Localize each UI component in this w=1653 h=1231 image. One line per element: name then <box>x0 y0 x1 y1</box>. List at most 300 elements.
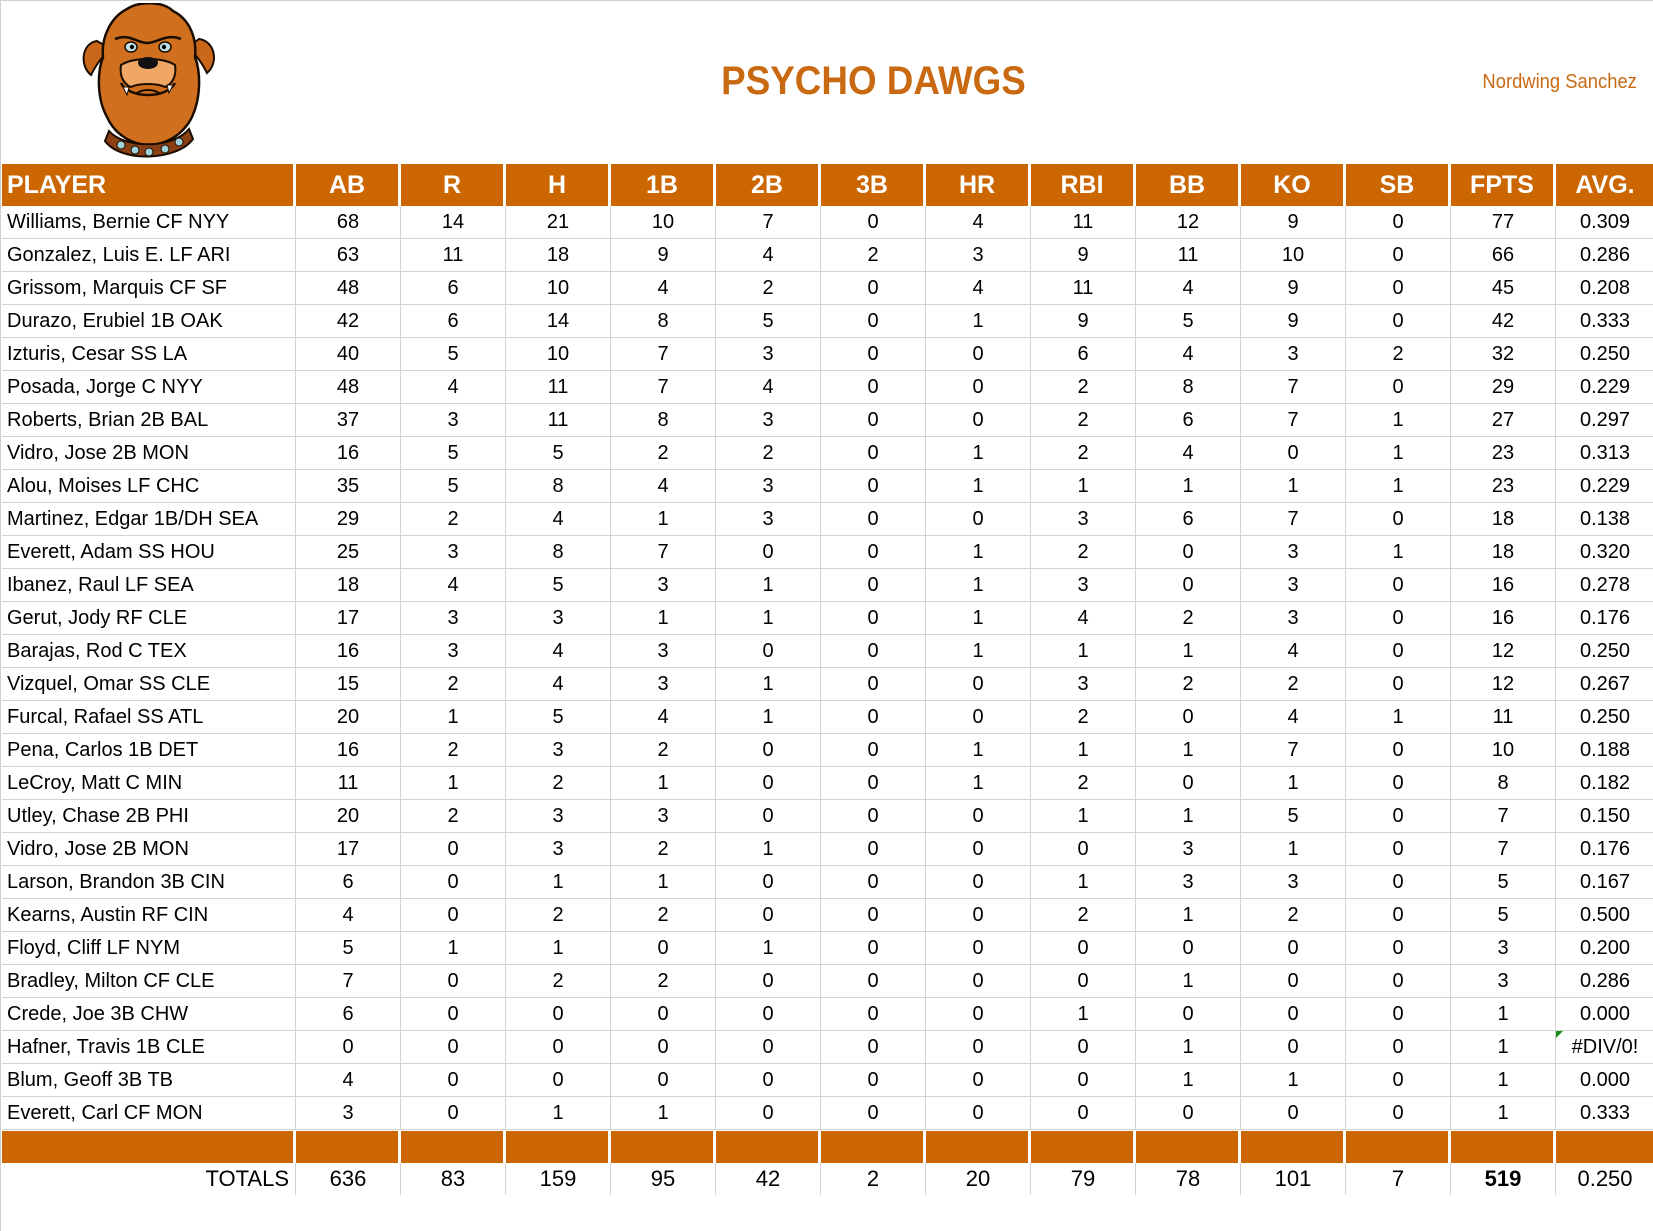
stat-cell-r[interactable]: 1 <box>401 767 506 800</box>
stat-cell-hr[interactable]: 1 <box>926 602 1031 635</box>
stat-cell-hr[interactable]: 0 <box>926 1031 1031 1064</box>
stat-cell-3b[interactable]: 0 <box>821 767 926 800</box>
stat-cell-hr[interactable]: 0 <box>926 899 1031 932</box>
stat-cell-h[interactable]: 3 <box>506 602 611 635</box>
avg-cell[interactable] <box>1556 602 1653 635</box>
player-name-cell[interactable]: Posada, Jorge C NYY <box>2 371 296 404</box>
stat-cell-r[interactable]: 3 <box>401 602 506 635</box>
column-header-ab[interactable]: AB <box>296 164 401 206</box>
column-header-bb[interactable]: BB <box>1136 164 1241 206</box>
stat-cell-r[interactable]: 1 <box>401 932 506 965</box>
stat-cell-sb[interactable]: 0 <box>1346 866 1451 899</box>
stat-cell-3b[interactable]: 0 <box>821 602 926 635</box>
stat-cell-rbi[interactable]: 1 <box>1031 635 1136 668</box>
player-name-cell[interactable]: Barajas, Rod C TEX <box>2 635 296 668</box>
stat-cell-rbi[interactable]: 2 <box>1031 767 1136 800</box>
stat-cell-r[interactable]: 5 <box>401 437 506 470</box>
stat-cell-3b[interactable]: 0 <box>821 635 926 668</box>
stat-cell-sb[interactable]: 0 <box>1346 503 1451 536</box>
stat-cell-sb[interactable]: 2 <box>1346 338 1451 371</box>
stat-cell-hr[interactable]: 1 <box>926 635 1031 668</box>
stat-cell-h[interactable]: 18 <box>506 239 611 272</box>
stat-cell-2b[interactable]: 0 <box>716 1097 821 1130</box>
stat-cell-ko[interactable]: 4 <box>1241 701 1346 734</box>
stat-cell-fpts[interactable]: 77 <box>1451 206 1556 239</box>
stat-cell-h[interactable]: 10 <box>506 272 611 305</box>
stat-cell-fpts[interactable]: 1 <box>1451 1064 1556 1097</box>
total-fpts[interactable]: 519 <box>1451 1163 1556 1195</box>
stat-cell-fpts[interactable]: 16 <box>1451 569 1556 602</box>
player-name-cell[interactable]: Vizquel, Omar SS CLE <box>2 668 296 701</box>
stat-cell-3b[interactable]: 0 <box>821 701 926 734</box>
stat-cell-rbi[interactable]: 2 <box>1031 404 1136 437</box>
stat-cell-1b[interactable]: 3 <box>611 800 716 833</box>
stat-cell-2b[interactable]: 0 <box>716 1031 821 1064</box>
stat-cell-hr[interactable]: 0 <box>926 503 1031 536</box>
stat-cell-3b[interactable]: 0 <box>821 899 926 932</box>
stat-cell-bb[interactable]: 3 <box>1136 833 1241 866</box>
stat-cell-2b[interactable]: 0 <box>716 965 821 998</box>
avg-cell[interactable] <box>1556 536 1653 569</box>
stat-cell-3b[interactable]: 0 <box>821 833 926 866</box>
stat-cell-sb[interactable]: 1 <box>1346 536 1451 569</box>
stat-cell-r[interactable]: 0 <box>401 899 506 932</box>
stat-cell-rbi[interactable]: 0 <box>1031 1031 1136 1064</box>
stat-cell-rbi[interactable]: 0 <box>1031 1097 1136 1130</box>
stat-cell-ab[interactable]: 0 <box>296 1031 401 1064</box>
stat-cell-ko[interactable]: 9 <box>1241 272 1346 305</box>
stat-cell-r[interactable]: 4 <box>401 569 506 602</box>
stat-cell-ab[interactable]: 29 <box>296 503 401 536</box>
stat-cell-ko[interactable]: 1 <box>1241 1064 1346 1097</box>
stat-cell-sb[interactable]: 0 <box>1346 206 1451 239</box>
total-ko[interactable]: 101 <box>1241 1163 1346 1195</box>
stat-cell-r[interactable]: 0 <box>401 1064 506 1097</box>
stat-cell-h[interactable]: 14 <box>506 305 611 338</box>
stat-cell-2b[interactable]: 0 <box>716 998 821 1031</box>
stat-cell-h[interactable]: 8 <box>506 536 611 569</box>
stat-cell-1b[interactable]: 7 <box>611 338 716 371</box>
stat-cell-3b[interactable]: 0 <box>821 338 926 371</box>
stat-cell-sb[interactable]: 0 <box>1346 1031 1451 1064</box>
stat-cell-ab[interactable]: 25 <box>296 536 401 569</box>
stat-cell-rbi[interactable]: 9 <box>1031 305 1136 338</box>
total-bb[interactable]: 78 <box>1136 1163 1241 1195</box>
stat-cell-sb[interactable]: 1 <box>1346 437 1451 470</box>
avg-cell[interactable] <box>1556 1097 1653 1130</box>
avg-cell[interactable] <box>1556 371 1653 404</box>
stat-cell-h[interactable]: 2 <box>506 965 611 998</box>
stat-cell-sb[interactable]: 1 <box>1346 404 1451 437</box>
stat-cell-h[interactable]: 3 <box>506 800 611 833</box>
stat-cell-r[interactable]: 3 <box>401 536 506 569</box>
avg-cell[interactable] <box>1556 569 1653 602</box>
stat-cell-ko[interactable]: 9 <box>1241 305 1346 338</box>
stat-cell-rbi[interactable]: 1 <box>1031 470 1136 503</box>
stat-cell-sb[interactable]: 0 <box>1346 833 1451 866</box>
stat-cell-bb[interactable]: 0 <box>1136 569 1241 602</box>
stat-cell-1b[interactable]: 0 <box>611 1031 716 1064</box>
column-header-avg[interactable]: AVG. <box>1556 164 1653 206</box>
stat-cell-bb[interactable]: 11 <box>1136 239 1241 272</box>
stat-cell-sb[interactable]: 0 <box>1346 602 1451 635</box>
stat-cell-ab[interactable]: 18 <box>296 569 401 602</box>
stat-cell-bb[interactable]: 6 <box>1136 404 1241 437</box>
stat-cell-2b[interactable]: 3 <box>716 338 821 371</box>
player-name-cell[interactable]: Izturis, Cesar SS LA <box>2 338 296 371</box>
column-header-r[interactable]: R <box>401 164 506 206</box>
stat-cell-fpts[interactable]: 12 <box>1451 668 1556 701</box>
stat-cell-ab[interactable]: 17 <box>296 602 401 635</box>
stat-cell-sb[interactable]: 0 <box>1346 305 1451 338</box>
stat-cell-fpts[interactable]: 5 <box>1451 899 1556 932</box>
stat-cell-h[interactable]: 21 <box>506 206 611 239</box>
stat-cell-h[interactable]: 1 <box>506 866 611 899</box>
stat-cell-2b[interactable]: 1 <box>716 602 821 635</box>
column-header-sb[interactable]: SB <box>1346 164 1451 206</box>
stat-cell-rbi[interactable]: 0 <box>1031 1064 1136 1097</box>
total-r[interactable]: 83 <box>401 1163 506 1195</box>
stat-cell-bb[interactable]: 1 <box>1136 635 1241 668</box>
stat-cell-rbi[interactable]: 2 <box>1031 701 1136 734</box>
stat-cell-sb[interactable]: 0 <box>1346 272 1451 305</box>
stat-cell-sb[interactable]: 0 <box>1346 668 1451 701</box>
player-name-cell[interactable]: Pena, Carlos 1B DET <box>2 734 296 767</box>
stat-cell-rbi[interactable]: 0 <box>1031 932 1136 965</box>
stat-cell-fpts[interactable]: 27 <box>1451 404 1556 437</box>
stat-cell-r[interactable]: 0 <box>401 1031 506 1064</box>
stat-cell-1b[interactable]: 3 <box>611 668 716 701</box>
stat-cell-sb[interactable]: 0 <box>1346 635 1451 668</box>
stat-cell-hr[interactable]: 0 <box>926 404 1031 437</box>
stat-cell-r[interactable]: 0 <box>401 1097 506 1130</box>
stat-cell-rbi[interactable]: 2 <box>1031 899 1136 932</box>
stat-cell-sb[interactable]: 0 <box>1346 1064 1451 1097</box>
stat-cell-ab[interactable]: 48 <box>296 371 401 404</box>
stat-cell-hr[interactable]: 1 <box>926 569 1031 602</box>
stat-cell-ab[interactable]: 40 <box>296 338 401 371</box>
stat-cell-3b[interactable]: 0 <box>821 470 926 503</box>
stat-cell-2b[interactable]: 0 <box>716 767 821 800</box>
player-name-cell[interactable]: Utley, Chase 2B PHI <box>2 800 296 833</box>
stat-cell-3b[interactable]: 0 <box>821 998 926 1031</box>
error-indicator-icon[interactable] <box>1556 1031 1563 1038</box>
stat-cell-hr[interactable]: 0 <box>926 965 1031 998</box>
stat-cell-3b[interactable]: 0 <box>821 1031 926 1064</box>
stat-cell-sb[interactable]: 0 <box>1346 734 1451 767</box>
stat-cell-fpts[interactable]: 29 <box>1451 371 1556 404</box>
stat-cell-sb[interactable]: 1 <box>1346 470 1451 503</box>
stat-cell-1b[interactable]: 10 <box>611 206 716 239</box>
stat-cell-ab[interactable]: 15 <box>296 668 401 701</box>
total-2b[interactable]: 42 <box>716 1163 821 1195</box>
stat-cell-ko[interactable]: 0 <box>1241 998 1346 1031</box>
stat-cell-rbi[interactable]: 3 <box>1031 668 1136 701</box>
total-ab[interactable]: 636 <box>296 1163 401 1195</box>
stat-cell-hr[interactable]: 0 <box>926 371 1031 404</box>
stat-cell-bb[interactable]: 0 <box>1136 536 1241 569</box>
stat-cell-ab[interactable]: 37 <box>296 404 401 437</box>
stat-cell-hr[interactable]: 0 <box>926 1064 1031 1097</box>
stat-cell-bb[interactable]: 1 <box>1136 470 1241 503</box>
stat-cell-h[interactable]: 4 <box>506 668 611 701</box>
stat-cell-sb[interactable]: 0 <box>1346 569 1451 602</box>
stat-cell-h[interactable]: 1 <box>506 932 611 965</box>
avg-cell[interactable] <box>1556 866 1653 899</box>
player-name-cell[interactable]: Martinez, Edgar 1B/DH SEA <box>2 503 296 536</box>
stat-cell-r[interactable]: 2 <box>401 800 506 833</box>
player-name-cell[interactable]: Hafner, Travis 1B CLE <box>2 1031 296 1064</box>
stat-cell-ab[interactable]: 16 <box>296 734 401 767</box>
stat-cell-ab[interactable]: 48 <box>296 272 401 305</box>
stat-cell-2b[interactable]: 3 <box>716 470 821 503</box>
stat-cell-2b[interactable]: 5 <box>716 305 821 338</box>
stat-cell-2b[interactable]: 4 <box>716 371 821 404</box>
stat-cell-ab[interactable]: 5 <box>296 932 401 965</box>
column-header-player[interactable]: PLAYER <box>2 164 296 206</box>
stat-cell-bb[interactable]: 0 <box>1136 701 1241 734</box>
stat-cell-fpts[interactable]: 16 <box>1451 602 1556 635</box>
stat-cell-r[interactable]: 0 <box>401 833 506 866</box>
stat-cell-bb[interactable]: 1 <box>1136 800 1241 833</box>
stat-cell-rbi[interactable]: 0 <box>1031 833 1136 866</box>
stat-cell-ko[interactable]: 7 <box>1241 734 1346 767</box>
stat-cell-sb[interactable]: 0 <box>1346 998 1451 1031</box>
stat-cell-hr[interactable]: 0 <box>926 668 1031 701</box>
avg-cell[interactable] <box>1556 206 1653 239</box>
stat-cell-1b[interactable]: 1 <box>611 1097 716 1130</box>
stat-cell-bb[interactable]: 0 <box>1136 932 1241 965</box>
stat-cell-r[interactable]: 0 <box>401 866 506 899</box>
stat-cell-1b[interactable]: 1 <box>611 866 716 899</box>
stat-cell-bb[interactable]: 1 <box>1136 734 1241 767</box>
stat-cell-ab[interactable]: 16 <box>296 437 401 470</box>
stat-cell-rbi[interactable]: 3 <box>1031 503 1136 536</box>
stat-cell-3b[interactable]: 0 <box>821 206 926 239</box>
stat-cell-2b[interactable]: 0 <box>716 635 821 668</box>
stat-cell-ko[interactable]: 4 <box>1241 635 1346 668</box>
player-name-cell[interactable]: Crede, Joe 3B CHW <box>2 998 296 1031</box>
stat-cell-ab[interactable]: 4 <box>296 1064 401 1097</box>
stat-cell-ko[interactable]: 0 <box>1241 1031 1346 1064</box>
stat-cell-rbi[interactable]: 6 <box>1031 338 1136 371</box>
stat-cell-sb[interactable]: 0 <box>1346 932 1451 965</box>
stat-cell-3b[interactable]: 0 <box>821 272 926 305</box>
stat-cell-r[interactable]: 6 <box>401 272 506 305</box>
stat-cell-3b[interactable]: 0 <box>821 536 926 569</box>
stat-cell-fpts[interactable]: 12 <box>1451 635 1556 668</box>
stat-cell-2b[interactable]: 3 <box>716 404 821 437</box>
stat-cell-1b[interactable]: 2 <box>611 965 716 998</box>
stat-cell-r[interactable]: 11 <box>401 239 506 272</box>
stat-cell-fpts[interactable]: 66 <box>1451 239 1556 272</box>
stat-cell-hr[interactable]: 0 <box>926 1097 1031 1130</box>
stat-cell-2b[interactable]: 2 <box>716 272 821 305</box>
stat-cell-rbi[interactable]: 11 <box>1031 272 1136 305</box>
stat-cell-ko[interactable]: 3 <box>1241 602 1346 635</box>
avg-cell[interactable] <box>1556 800 1653 833</box>
stat-cell-3b[interactable]: 0 <box>821 1064 926 1097</box>
stat-cell-bb[interactable]: 3 <box>1136 866 1241 899</box>
stat-cell-ko[interactable]: 2 <box>1241 668 1346 701</box>
stat-cell-ab[interactable]: 20 <box>296 701 401 734</box>
avg-cell[interactable] <box>1556 404 1653 437</box>
stat-cell-h[interactable]: 10 <box>506 338 611 371</box>
stat-cell-rbi[interactable]: 2 <box>1031 536 1136 569</box>
stat-cell-1b[interactable]: 0 <box>611 932 716 965</box>
stat-cell-h[interactable]: 1 <box>506 1097 611 1130</box>
stat-cell-ko[interactable]: 3 <box>1241 569 1346 602</box>
player-name-cell[interactable]: Roberts, Brian 2B BAL <box>2 404 296 437</box>
stat-cell-ko[interactable]: 0 <box>1241 437 1346 470</box>
stat-cell-ko[interactable]: 3 <box>1241 536 1346 569</box>
stat-cell-h[interactable]: 5 <box>506 569 611 602</box>
stat-cell-2b[interactable]: 1 <box>716 701 821 734</box>
stat-cell-h[interactable]: 8 <box>506 470 611 503</box>
stat-cell-bb[interactable]: 12 <box>1136 206 1241 239</box>
column-header-h[interactable]: H <box>506 164 611 206</box>
avg-cell[interactable] <box>1556 833 1653 866</box>
stat-cell-ko[interactable]: 10 <box>1241 239 1346 272</box>
player-name-cell[interactable]: Vidro, Jose 2B MON <box>2 437 296 470</box>
stat-cell-bb[interactable]: 8 <box>1136 371 1241 404</box>
stat-cell-fpts[interactable]: 18 <box>1451 536 1556 569</box>
player-name-cell[interactable]: Ibanez, Raul LF SEA <box>2 569 296 602</box>
stat-cell-r[interactable]: 2 <box>401 503 506 536</box>
stat-cell-fpts[interactable]: 10 <box>1451 734 1556 767</box>
stat-cell-fpts[interactable]: 7 <box>1451 833 1556 866</box>
stat-cell-bb[interactable]: 1 <box>1136 1031 1241 1064</box>
stat-cell-2b[interactable]: 1 <box>716 569 821 602</box>
stat-cell-ab[interactable]: 63 <box>296 239 401 272</box>
stat-cell-ab[interactable]: 42 <box>296 305 401 338</box>
stat-cell-fpts[interactable]: 18 <box>1451 503 1556 536</box>
stat-cell-rbi[interactable]: 3 <box>1031 569 1136 602</box>
stat-cell-sb[interactable]: 0 <box>1346 239 1451 272</box>
stat-cell-hr[interactable]: 0 <box>926 701 1031 734</box>
stat-cell-hr[interactable]: 0 <box>926 998 1031 1031</box>
player-name-cell[interactable]: Durazo, Erubiel 1B OAK <box>2 305 296 338</box>
stat-cell-h[interactable]: 11 <box>506 371 611 404</box>
stat-cell-bb[interactable]: 0 <box>1136 1097 1241 1130</box>
stat-cell-2b[interactable]: 0 <box>716 536 821 569</box>
player-name-cell[interactable]: Alou, Moises LF CHC <box>2 470 296 503</box>
stat-cell-1b[interactable]: 2 <box>611 833 716 866</box>
stat-cell-hr[interactable]: 0 <box>926 932 1031 965</box>
stat-cell-bb[interactable]: 0 <box>1136 767 1241 800</box>
stat-cell-sb[interactable]: 0 <box>1346 1097 1451 1130</box>
avg-cell[interactable] <box>1556 1064 1653 1097</box>
stat-cell-r[interactable]: 0 <box>401 998 506 1031</box>
stat-cell-ab[interactable]: 4 <box>296 899 401 932</box>
stat-cell-h[interactable]: 5 <box>506 701 611 734</box>
avg-cell[interactable] <box>1556 899 1653 932</box>
total-sb[interactable]: 7 <box>1346 1163 1451 1195</box>
stat-cell-ko[interactable]: 1 <box>1241 833 1346 866</box>
stat-cell-fpts[interactable]: 42 <box>1451 305 1556 338</box>
total-hr[interactable]: 20 <box>926 1163 1031 1195</box>
stat-cell-3b[interactable]: 0 <box>821 866 926 899</box>
stat-cell-1b[interactable]: 3 <box>611 635 716 668</box>
player-name-cell[interactable]: Floyd, Cliff LF NYM <box>2 932 296 965</box>
stat-cell-h[interactable]: 11 <box>506 404 611 437</box>
stat-cell-fpts[interactable]: 1 <box>1451 1097 1556 1130</box>
stat-cell-ko[interactable]: 5 <box>1241 800 1346 833</box>
stat-cell-ko[interactable]: 1 <box>1241 470 1346 503</box>
stat-cell-hr[interactable]: 1 <box>926 305 1031 338</box>
stat-cell-h[interactable]: 4 <box>506 635 611 668</box>
stat-cell-1b[interactable]: 4 <box>611 701 716 734</box>
stat-cell-ko[interactable]: 2 <box>1241 899 1346 932</box>
stat-cell-2b[interactable]: 0 <box>716 800 821 833</box>
stat-cell-r[interactable]: 3 <box>401 404 506 437</box>
stat-cell-1b[interactable]: 9 <box>611 239 716 272</box>
avg-cell[interactable] <box>1556 767 1653 800</box>
total-rbi[interactable]: 79 <box>1031 1163 1136 1195</box>
stat-cell-ab[interactable]: 3 <box>296 1097 401 1130</box>
stat-cell-3b[interactable]: 0 <box>821 965 926 998</box>
stat-cell-rbi[interactable]: 1 <box>1031 800 1136 833</box>
player-name-cell[interactable]: Everett, Carl CF MON <box>2 1097 296 1130</box>
player-name-cell[interactable]: Vidro, Jose 2B MON <box>2 833 296 866</box>
stat-cell-1b[interactable]: 1 <box>611 767 716 800</box>
stat-cell-ko[interactable]: 3 <box>1241 866 1346 899</box>
avg-cell[interactable] <box>1556 635 1653 668</box>
column-header-rbi[interactable]: RBI <box>1031 164 1136 206</box>
stat-cell-h[interactable]: 2 <box>506 899 611 932</box>
player-name-cell[interactable]: Gonzalez, Luis E. LF ARI <box>2 239 296 272</box>
stat-cell-rbi[interactable]: 1 <box>1031 998 1136 1031</box>
stat-cell-h[interactable]: 0 <box>506 1064 611 1097</box>
stat-cell-3b[interactable]: 0 <box>821 734 926 767</box>
column-header-3b[interactable]: 3B <box>821 164 926 206</box>
stat-cell-2b[interactable]: 7 <box>716 206 821 239</box>
stat-cell-r[interactable]: 0 <box>401 965 506 998</box>
column-header-1b[interactable]: 1B <box>611 164 716 206</box>
stat-cell-bb[interactable]: 2 <box>1136 602 1241 635</box>
column-header-fpts[interactable]: FPTS <box>1451 164 1556 206</box>
avg-cell[interactable] <box>1556 437 1653 470</box>
stat-cell-fpts[interactable]: 32 <box>1451 338 1556 371</box>
stat-cell-1b[interactable]: 7 <box>611 371 716 404</box>
stat-cell-rbi[interactable]: 2 <box>1031 371 1136 404</box>
stat-cell-bb[interactable]: 6 <box>1136 503 1241 536</box>
stat-cell-ab[interactable]: 20 <box>296 800 401 833</box>
stat-cell-ab[interactable]: 6 <box>296 866 401 899</box>
player-name-cell[interactable]: Everett, Adam SS HOU <box>2 536 296 569</box>
stat-cell-1b[interactable]: 0 <box>611 1064 716 1097</box>
player-name-cell[interactable]: LeCroy, Matt C MIN <box>2 767 296 800</box>
stat-cell-bb[interactable]: 2 <box>1136 668 1241 701</box>
stat-cell-fpts[interactable]: 23 <box>1451 470 1556 503</box>
stat-cell-1b[interactable]: 1 <box>611 602 716 635</box>
stat-cell-bb[interactable]: 0 <box>1136 998 1241 1031</box>
avg-cell[interactable] <box>1556 734 1653 767</box>
stat-cell-1b[interactable]: 8 <box>611 305 716 338</box>
stat-cell-ko[interactable]: 0 <box>1241 1097 1346 1130</box>
stat-cell-ko[interactable]: 0 <box>1241 932 1346 965</box>
stat-cell-h[interactable]: 3 <box>506 734 611 767</box>
stat-cell-r[interactable]: 5 <box>401 470 506 503</box>
avg-cell[interactable] <box>1556 1031 1653 1064</box>
stat-cell-ab[interactable]: 68 <box>296 206 401 239</box>
stat-cell-fpts[interactable]: 23 <box>1451 437 1556 470</box>
stat-cell-hr[interactable]: 1 <box>926 734 1031 767</box>
stat-cell-2b[interactable]: 0 <box>716 899 821 932</box>
stat-cell-rbi[interactable]: 4 <box>1031 602 1136 635</box>
stat-cell-1b[interactable]: 4 <box>611 470 716 503</box>
stat-cell-sb[interactable]: 0 <box>1346 371 1451 404</box>
